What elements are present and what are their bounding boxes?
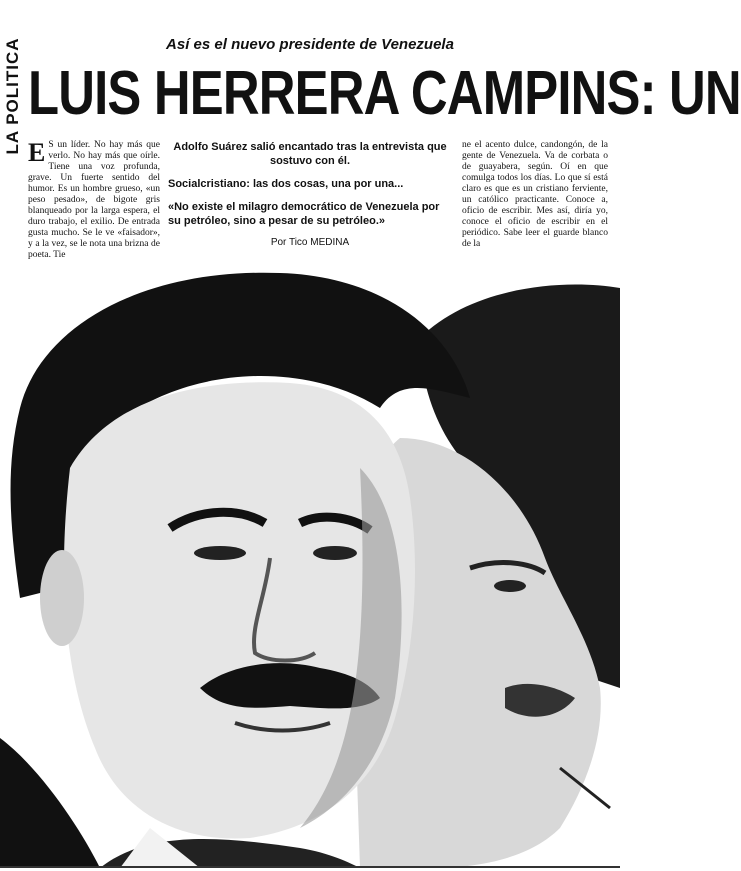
byline: Por Tico MEDINA — [270, 237, 350, 248]
section-label-text: LA POLITICA — [3, 37, 22, 155]
right-column-text: ne el acento dulce, candongón, de la gente de Venezuela. Va de corbata o de guayabera, según. Oí en que comulga todos los días. Lo que sí está claro es que es un cristiano ferviente, un católico practicante. Conoce a, oficio de escribir. Mes así, diría yo, conoce el oficio de escribir en el periódico. Sabe leer el guarde blanco de la — [462, 140, 608, 249]
middle-column — [168, 140, 452, 248]
left-column-text: S un líder. No hay más que verlo. No hay más que oírle. Tiene una voz profunda, grave. Un fuerte sentido del humor. Es un hombre grueso, «un peso pesado», de bigote gris blanqueado por la larga espera, el duro trabajo, el exilio. De entrada gusta mucho. Se le ve «faisador», y a la vez, se le nota una brizna de poeta. Tie — [28, 140, 160, 260]
kicker: Así es el nuevo presidente de Venezuela — [166, 36, 454, 53]
pull-quote: «No existe el milagro democrático de Venezuela por su petróleo, sino a pesar de su petróleo.» — [168, 201, 440, 227]
dropcap: E — [28, 138, 46, 167]
subhead-2: Socialcristiano: las dos cosas, una por una... — [168, 178, 404, 190]
portrait-photo — [0, 268, 620, 868]
subhead-1: Adolfo Suárez salió encantado tras la entrevista que sostuvo con él. — [173, 141, 447, 167]
bottom-rule — [0, 866, 620, 868]
section-label — [2, 36, 24, 156]
headline: LUIS HERRERA CAMPINS: UN — [28, 59, 741, 128]
left-column — [28, 140, 160, 262]
right-column — [462, 140, 608, 262]
